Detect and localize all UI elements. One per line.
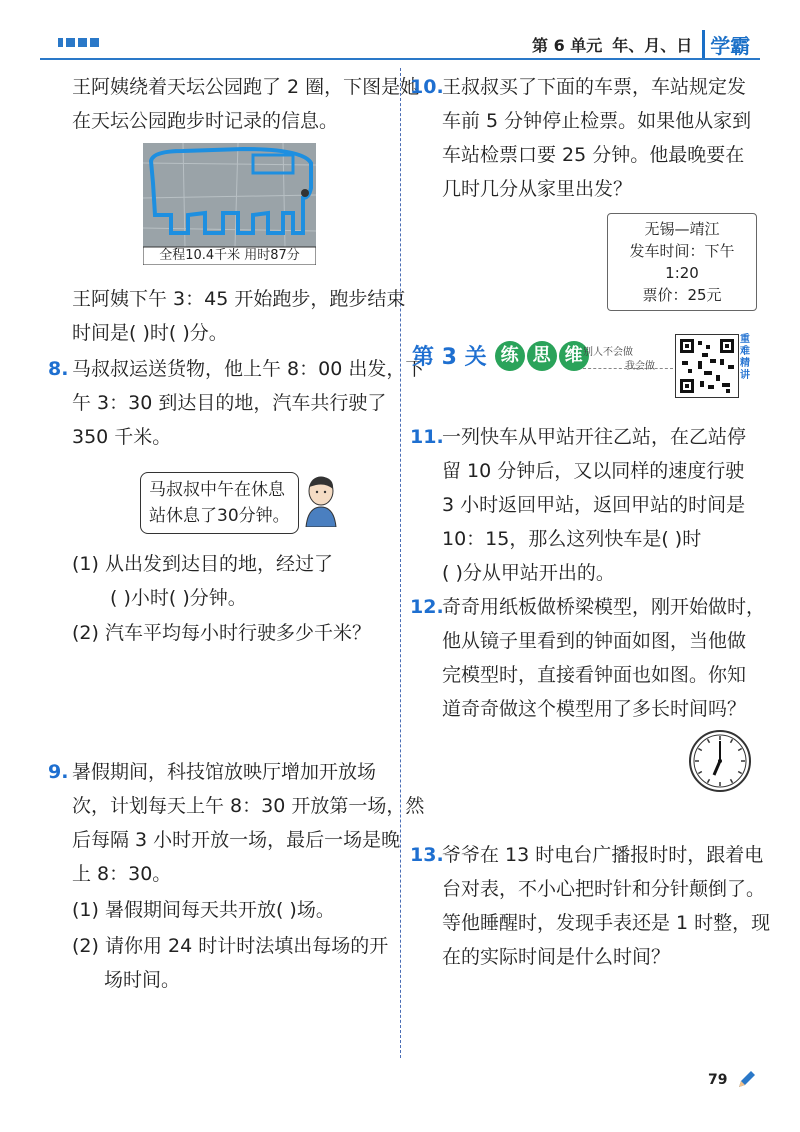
q8-part2: (2) 汽车平均每小时行驶多少千米？ — [72, 622, 371, 644]
column-divider — [400, 68, 401, 1058]
q11-line4: 10：15，那么这列快车是( )时 — [442, 528, 702, 550]
ticket-departure: 发车时间：下午1:20 — [629, 242, 735, 282]
intro-line1: 王阿姨绕着天坛公园跑了 2 圈，下图是她 — [72, 76, 420, 98]
q8-part1-line2: ( )小时( )分钟。 — [110, 587, 247, 609]
q8-number: 8. — [48, 358, 69, 380]
q9-line1: 暑假期间，科技馆放映厅增加开放场 — [72, 761, 377, 783]
q11-line5: ( )分从甲站开出的。 — [442, 562, 615, 584]
unit-label: 第 6 单元 — [532, 36, 603, 55]
speech-line1: 马叔叔中午在休息 — [149, 480, 285, 500]
banner-char-1: 练 — [495, 341, 525, 371]
map-caption: 全程10.4千米 用时87分 — [159, 248, 300, 263]
park-map-figure — [143, 143, 316, 265]
qr-code-icon — [676, 335, 738, 397]
intro-line2: 在天坛公园跑步时记录的信息。 — [72, 110, 339, 132]
clock-icon — [688, 729, 752, 793]
q13-line1: 爷爷在 13 时电台广播报时时，跟着电 — [442, 844, 764, 866]
pencil-icon — [736, 1068, 758, 1094]
q10-line1: 王叔叔买了下面的车票，车站规定发 — [442, 76, 747, 98]
q8-line3: 350 千米。 — [72, 426, 172, 448]
q9-line2: 次，计划每天上午 8：30 开放第一场，然 — [72, 795, 425, 817]
q10-line2: 车前 5 分钟停止检票。如果他从家到 — [442, 110, 752, 132]
q12-number: 12. — [410, 596, 444, 618]
q10-line4: 几时几分从家里出发？ — [442, 178, 633, 200]
banner-note-1: 别人不会做 — [583, 347, 633, 358]
q13-line3: 等他睡醒时，发现手表还是 1 时整，现 — [442, 912, 771, 934]
q13-number: 13. — [410, 844, 444, 866]
speech-line2: 站休息了30分钟。 — [149, 506, 290, 526]
banner-note-2: 我会做 — [625, 361, 655, 372]
banner-char-3: 维 — [559, 341, 589, 371]
q9-part1: (1) 暑假期间每天共开放( )场。 — [72, 899, 335, 921]
q13-line4: 在的实际时间是什么时间？ — [442, 946, 671, 968]
ticket-price: 票价：25元 — [642, 286, 722, 304]
header-rule — [40, 58, 760, 60]
q9-part2-line2: 场时间。 — [104, 969, 181, 991]
q13-line2: 台对表，不小心把时针和分针颠倒了。 — [442, 878, 766, 900]
page-number: 79 — [708, 1072, 728, 1088]
banner-char-2: 思 — [527, 341, 557, 371]
q9-number: 9. — [48, 761, 69, 783]
banner-side-label: 重难精讲 — [740, 334, 750, 381]
header-info — [532, 30, 750, 59]
brand-logo: 学霸 — [702, 30, 750, 59]
q11-number: 11. — [410, 426, 444, 448]
man-avatar — [302, 475, 340, 531]
level-title: 第 3 关 — [412, 345, 487, 370]
date-label: 年、月、日 — [612, 36, 693, 55]
qr-code[interactable] — [675, 334, 739, 398]
q12-line4: 道奇奇做这个模型用了多长时间吗？ — [442, 698, 747, 720]
q11-line3: 3 小时返回甲站，返回甲站的时间是 — [442, 494, 746, 516]
q9-line3: 后每隔 3 小时开放一场，最后一场是晚 — [72, 829, 401, 851]
q10-number: 10. — [410, 76, 444, 98]
train-ticket — [607, 213, 757, 311]
q11-line1: 一列快车从甲站开往乙站，在乙站停 — [442, 426, 747, 448]
q9-part2-line1: (2) 请你用 24 时计时法填出每场的开 — [72, 935, 389, 957]
q7-line1: 王阿姨下午 3：45 开始跑步，跑步结束 — [72, 288, 406, 310]
q12-line3: 完模型时，直接看钟面也如图。你知 — [442, 664, 747, 686]
q8-line1: 马叔叔运送货物，他上午 8：00 出发，下 — [72, 358, 425, 380]
q10-line3: 车站检票口要 25 分钟。他最晚要在 — [442, 144, 745, 166]
ticket-route: 无锡—靖江 — [644, 220, 720, 238]
q8-part1-line1: (1) 从出发到达目的地，经过了 — [72, 553, 333, 575]
clock-face — [688, 729, 752, 797]
header-decoration — [58, 38, 99, 47]
q7-line2: 时间是( )时( )分。 — [72, 322, 228, 344]
q12-line2: 他从镜子里看到的钟面如图，当他做 — [442, 630, 747, 652]
level-banner — [412, 340, 591, 371]
q11-line2: 留 10 分钟后，又以同样的速度行驶 — [442, 460, 745, 482]
q8-speech-bubble — [140, 472, 299, 534]
q9-line4: 上 8：30。 — [72, 863, 172, 885]
q12-line1: 奇奇用纸板做桥梁模型，刚开始做时， — [442, 596, 766, 618]
q8-line2: 午 3：30 到达目的地，汽车共行驶了 — [72, 392, 387, 414]
